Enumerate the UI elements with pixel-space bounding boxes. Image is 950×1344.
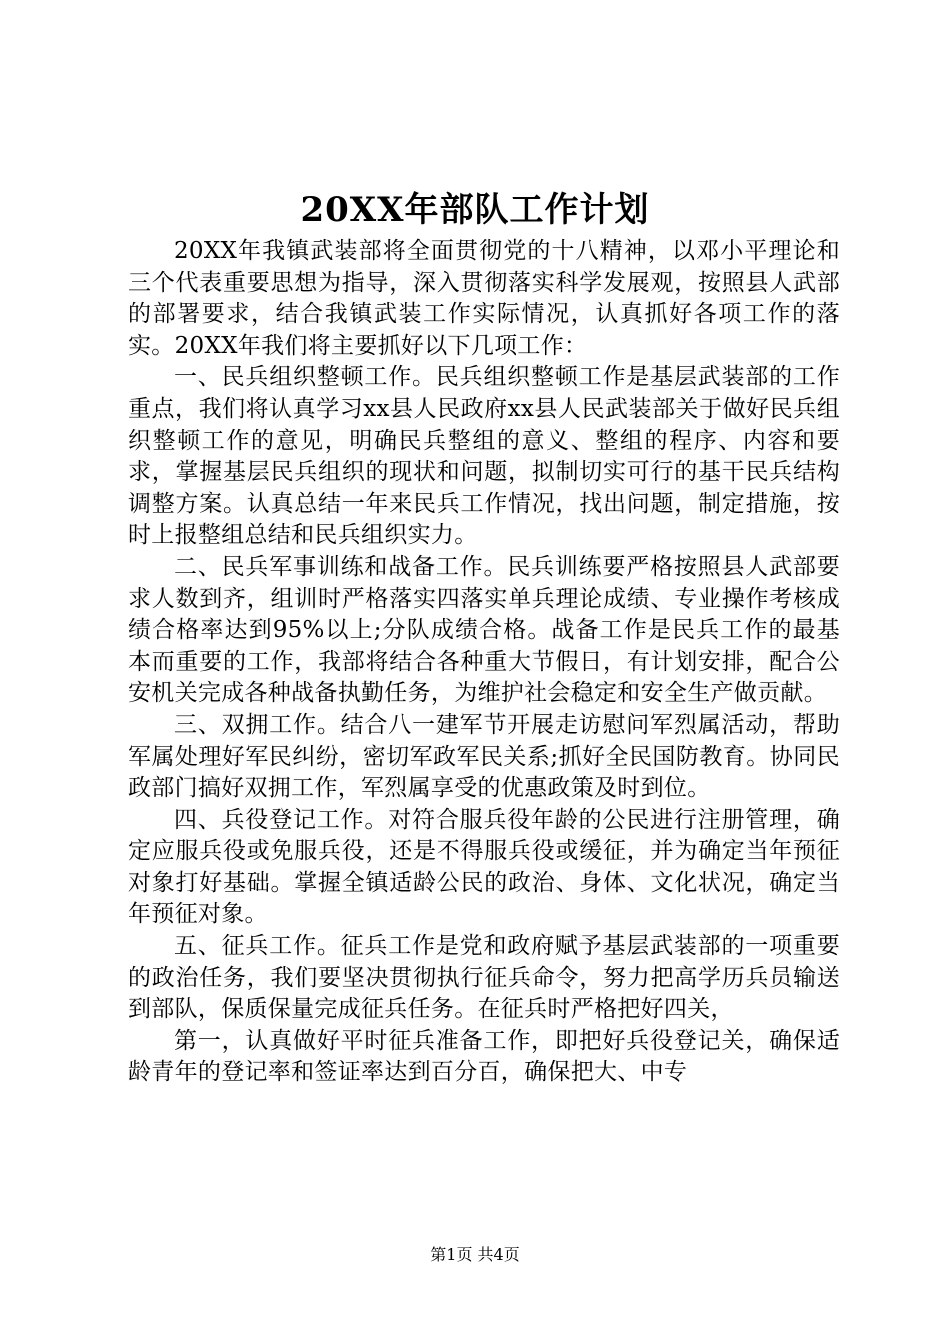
paragraph-military-registration: 四、兵役登记工作。对符合服兵役年龄的公民进行注册管理，确定应服兵役或免服兵役，还是不得服兵役或缓征，并为确定当年预征对象打好基础。掌握全镇适龄公民的政治、身体、文化状况，确定当年预征对象。 xyxy=(128,806,840,928)
document-body xyxy=(128,236,840,1089)
paragraph-first-point: 第一，认真做好平时征兵准备工作，即把好兵役登记关，确保适龄青年的登记率和签证率达到百分百，确保把大、中专 xyxy=(128,1027,840,1086)
paragraph-conscription: 五、征兵工作。征兵工作是党和政府赋予基层武装部的一项重要的政治任务，我们要坚决贯彻执行征兵命令，努力把高学历兵员输送到部队，保质保量完成征兵任务。在征兵时严格把好四关， xyxy=(128,933,840,1023)
paragraph-militia-organization: 一、民兵组织整顿工作。民兵组织整顿工作是基层武装部的工作重点，我们将认真学习xx县人民政府xx县人民武装部关于做好民兵组织整顿工作的意见，明确民兵整组的意义、整组的程序、内容和要求，掌握基层民兵组织的现状和问题，拟制切实可行的基干民兵结构调整方案。认真总结一年来民兵工作情况，找出问题，制定措施，按时上报整组总结和民兵组织实力。 xyxy=(128,364,840,549)
paragraph-militia-training: 二、民兵军事训练和战备工作。民兵训练要严格按照县人武部要求人数到齐，组训时严格落实四落实单兵理论成绩、专业操作考核成绩合格率达到95%以上;分队成绩合格。战备工作是民兵工作的最基本而重要的工作，我部将结合各种重大节假日，有计划安排，配合公安机关完成各种战备执勤任务，为维护社会稳定和安全生产做贡献。 xyxy=(128,553,840,707)
document-title: 20XX年部队工作计划 xyxy=(300,190,650,230)
paragraph-intro: 20XX年我镇武装部将全面贯彻党的十八精神，以邓小平理论和三个代表重要思想为指导，深入贯彻落实科学发展观，按照县人武部的部署要求，结合我镇武装工作实际情况，认真抓好各项工作的落实。20XX年我们将主要抓好以下几项工作： xyxy=(128,238,840,359)
page-number: 第1页 共4页 xyxy=(430,1245,520,1264)
paragraph-double-support: 三、双拥工作。结合八一建军节开展走访慰问军烈属活动，帮助军属处理好军民纠纷，密切军政军民关系;抓好全民国防教育。协同民政部门搞好双拥工作，军烈属享受的优惠政策及时到位。 xyxy=(128,711,840,802)
